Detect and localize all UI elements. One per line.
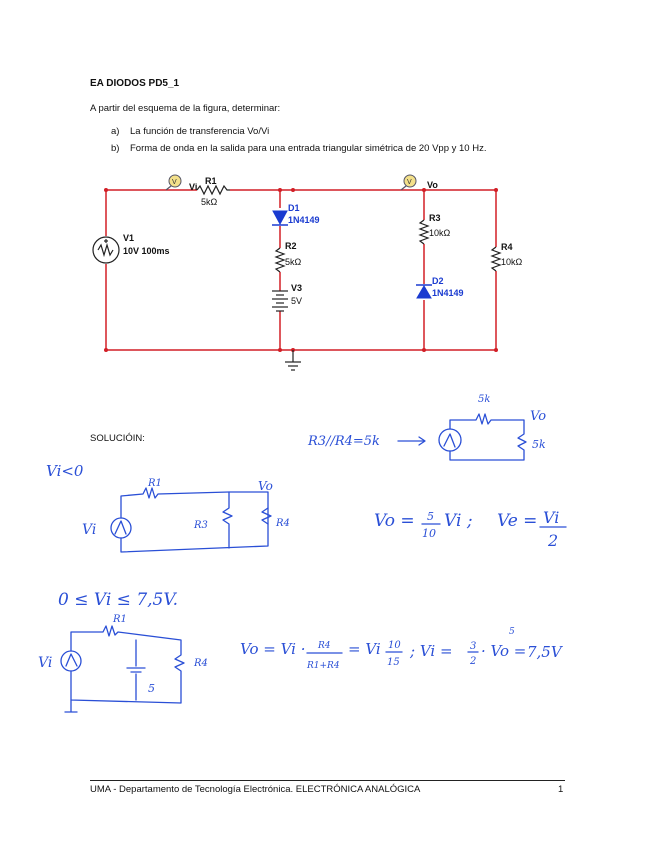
c1-r4-label: R4 [276,518,290,529]
eq1-lhs: Vo = [374,511,415,531]
d2-model: 1N4149 [432,288,464,298]
case2-label: 0 ≤ Vi ≤ 7,5V. [58,590,179,610]
probe-in-label: Vi [189,182,198,192]
task-text: Forma de onda en la salida para una entrada triangular simétrica de 20 Vpp y 10 Hz. [130,143,487,154]
v1-name: V1 [123,233,135,243]
eq1-ve: Ve = [497,511,538,531]
eq2-num: R4 [318,641,331,651]
eq2-lhs: Vo = Vi · [240,640,306,658]
eq2-c: 3 [470,641,477,652]
footer-text: UMA - Departamento de Tecnología Electrónica. ELECTRÓNICA ANALÓGICA [90,784,421,795]
document-title: EA DIODOS PD5_1 [90,78,180,89]
c2-r1-label: R1 [113,614,127,625]
r1-value: 5kΩ [201,197,218,207]
r4-value: 10kΩ [501,257,523,267]
r3-name: R3 [429,213,441,223]
thevenin-circuit-sketch [439,414,526,460]
c2-r4-label: R4 [194,658,208,669]
svg-text:V: V [407,179,412,186]
case1-label: Vi<0 [46,462,84,480]
svg-text:V: V [172,179,177,186]
task-label: b) [111,143,120,154]
r4-name: R4 [501,242,513,252]
r3-value: 10kΩ [429,228,451,238]
eq2-f: 7,5V [527,643,562,661]
note-parallel: R3//R4=5k [308,434,380,449]
eq2-e: · Vo = [481,642,527,660]
eq2-den: R1+R4 [307,661,340,671]
d1-model: 1N4149 [288,215,320,225]
eq2-num2: 10 [388,640,401,651]
eq2-b: ; Vi = [410,642,453,660]
note-th-vo: Vo [530,409,547,424]
c1-vo-label: Vo [258,479,273,493]
r1-name: R1 [205,176,217,186]
eq2-sup: 5 [509,627,515,637]
v3-name: V3 [291,283,303,293]
d2-name: D2 [432,276,444,286]
c1-r3-label: R3 [194,520,208,531]
eq2-mid: = Vi [348,640,381,658]
r2-name: R2 [285,241,297,251]
solution-heading: SOLUCIÓIN: [90,433,145,444]
case2-circuit-sketch [61,626,184,712]
eq1-vi: Vi ; [444,511,473,531]
eq1-vnum: Vi [543,508,560,527]
v3-value: 5V [291,296,303,306]
note-th-r2: 5k [532,438,546,451]
c2-vi-label: Vi [38,655,53,671]
case1-circuit-sketch [111,488,271,552]
eq1-num: 5 [427,510,434,523]
task-label: a) [111,126,120,137]
eq1-den: 10 [422,527,436,540]
footer-divider [90,780,565,781]
r2-value: 5kΩ [285,257,302,267]
intro-text: A partir del esquema de la figura, determinar: [90,103,281,114]
c2-v-label: 5 [148,682,155,695]
v1-value: 10V 100ms [123,246,170,256]
eq2-d: 2 [470,656,477,667]
c1-r1-label: R1 [148,478,162,489]
probe-out-label: Vo [427,180,438,190]
page-number: 1 [558,784,564,795]
eq2-den2: 15 [387,657,400,668]
note-th-r: 5k [478,394,491,405]
task-text: La función de transferencia Vo/Vi [130,126,270,137]
c1-vi-label: Vi [82,522,97,538]
arrow-right-icon [398,437,425,445]
eq1-vden: 2 [548,531,559,550]
d1-name: D1 [288,203,300,213]
